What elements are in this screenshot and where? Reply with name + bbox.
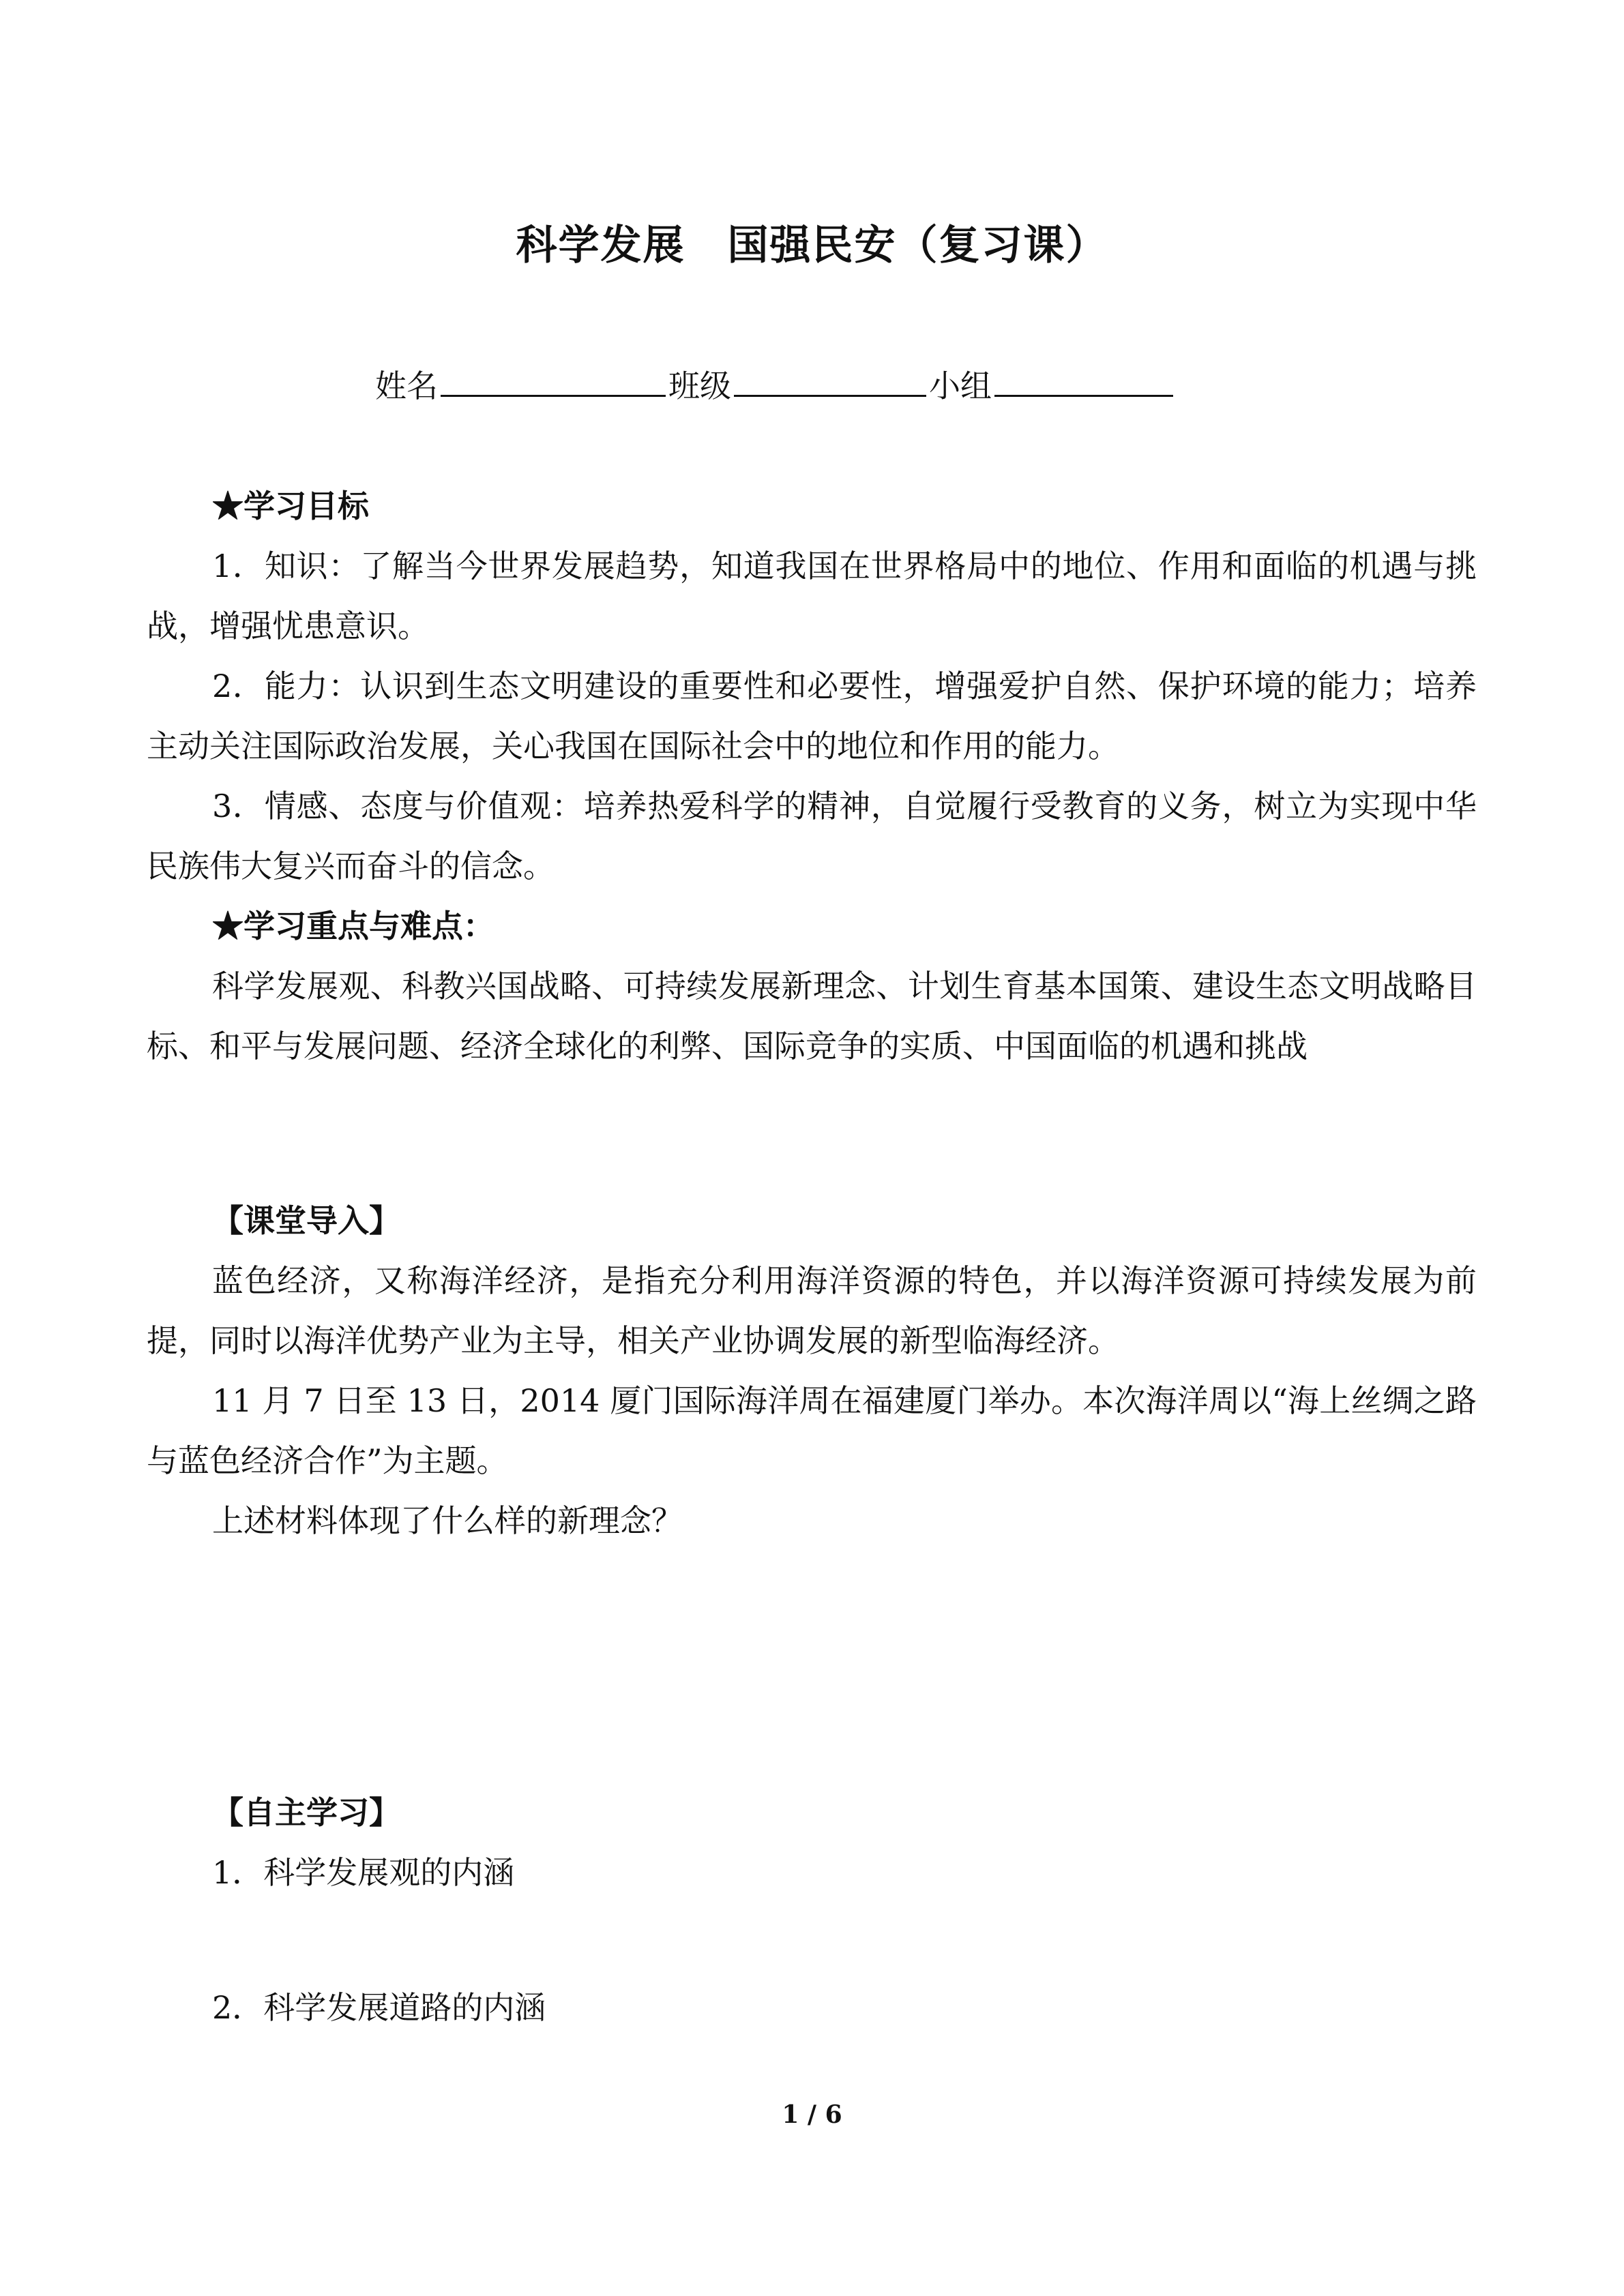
answer-space [147, 1551, 1477, 1783]
spacer [147, 1076, 1477, 1191]
self-study-heading: 【自主学习】 [212, 1794, 400, 1831]
intro-question: 上述材料体现了什么样的新理念？ [212, 1502, 683, 1539]
keypoints-heading: ★学习重点与难点： [212, 908, 494, 944]
student-info-line [375, 361, 1176, 406]
class-blank[interactable] [734, 365, 926, 397]
goal-values: 3．情感、态度与价值观：培养热爱科学的精神，自觉履行受教育的义务，树立为实现中华民族伟大复兴而奋斗的信念。 [147, 788, 1477, 884]
goal-ability: 2．能力：认识到生态文明建设的重要性和必要性，增强爱护自然、保护环境的能力；培养主动关注国际政治发展，关心我国在国际社会中的地位和作用的能力。 [147, 668, 1477, 764]
name-blank[interactable] [441, 365, 666, 397]
document-title: 科学发展 国强民安（复习课） [516, 222, 1108, 269]
self-study-item-1: 1．科学发展观的内涵 [212, 1854, 515, 1891]
intro-paragraph-1: 蓝色经济，又称海洋经济，是指充分利用海洋资源的特色，并以海洋资源可持续发展为前提，同时以海洋优势产业为主导，相关产业协调发展的新型临海经济。 [147, 1262, 1477, 1359]
answer-space [147, 1903, 1477, 1978]
self-study-item-2: 2．科学发展道路的内涵 [212, 1989, 546, 2026]
document-body [147, 476, 1477, 2038]
group-blank[interactable] [994, 365, 1173, 397]
goals-heading: ★学习目标 [212, 488, 369, 524]
class-label: 班级 [668, 368, 731, 404]
page-number: 1 / 6 [782, 2100, 842, 2129]
intro-paragraph-2: 11 月 7 日至 13 日，2014 厦门国际海洋周在福建厦门举办。本次海洋周以“海上丝绸之路与蓝色经济合作”为主题。 [147, 1382, 1477, 1479]
group-label: 小组 [929, 368, 992, 404]
name-label: 姓名 [375, 368, 438, 404]
intro-heading: 【课堂导入】 [212, 1202, 400, 1239]
keypoints-text: 科学发展观、科教兴国战略、可持续发展新理念、计划生育基本国策、建设生态文明战略目标、和平与发展问题、经济全球化的利弊、国际竞争的实质、中国面临的机遇和挑战 [147, 968, 1477, 1064]
goal-knowledge: 1．知识：了解当今世界发展趋势，知道我国在世界格局中的地位、作用和面临的机遇与挑战，增强忧患意识。 [147, 548, 1477, 644]
